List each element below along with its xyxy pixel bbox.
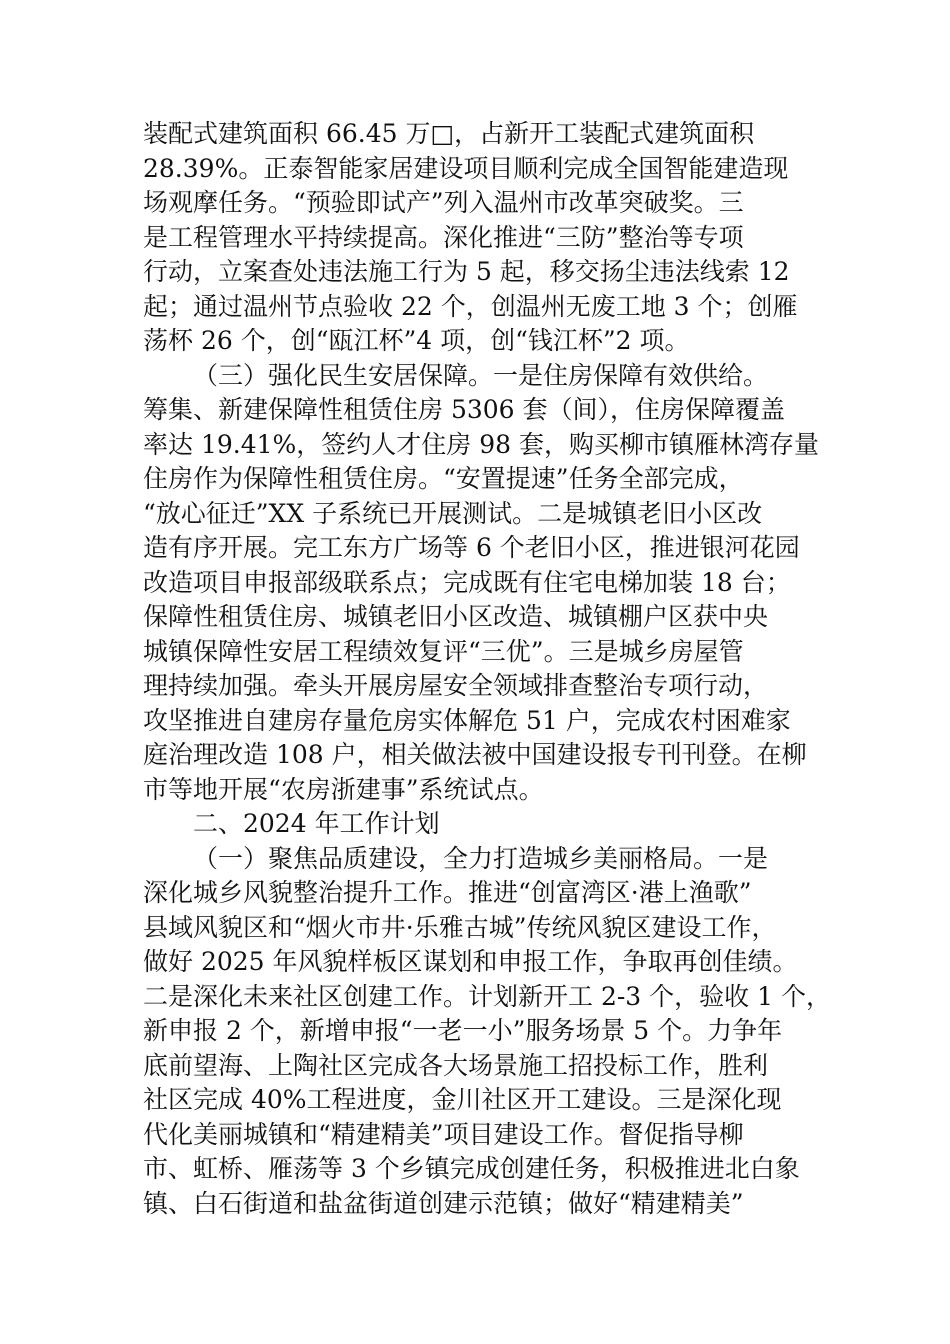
text-line: 做好 2025 年风貌样板区谋划和申报工作，争取再创佳绩。 [143,947,798,976]
text-line: 镇、白石街道和盐盆街道创建示范镇；做好“精建精美” [143,1188,744,1218]
text-line: 荡杯 26 个，创“瓯江杯”4 项，创“钱江杯”2 项。 [143,326,690,355]
text-line: 代化美丽城镇和“精建精美”项目建设工作。督促指导柳 [143,1119,744,1149]
text-line: 是工程管理水平持续提高。深化推进“三防”整治等专项 [143,222,744,252]
document-page [143,117,833,1221]
text-line: 二是深化未来社区创建工作。计划新开工 2-3 个，验收 1 个， [143,981,831,1011]
text-line: 二、2024 年工作计划 [193,809,440,838]
text-line: 城镇保障性安居工程绩效复评“三优”。三是城乡房屋管 [143,636,744,666]
text-line: 28.39%。正泰智能家居建设项目顺利完成全国智能建造现 [143,153,789,183]
text-line: 改造项目申报部级联系点；完成既有住宅电梯加装 18 台； [143,567,791,597]
text-line: 场观摩任务。“预验即试产”列入温州市改革突破奖。三 [143,188,744,217]
text-line: 理持续加强。牵头开展房屋安全领域排查整治专项行动， [143,671,769,700]
text-line: 底前望海、上陶社区完成各大场景施工招投标工作，胜利 [143,1050,769,1080]
text-line: 深化城乡风貌整治提升工作。推进“创富湾区·港上渔歌” [143,878,752,907]
text-line: 筹集、新建保障性租赁住房 5306 套（间），住房保障覆盖 [143,395,786,424]
text-line: 县域风貌区和“烟火市井·乐雅古城”传统风貌区建设工作， [143,912,777,942]
text-line: 新申报 2 个，新增申报“一老一小”服务场景 5 个。力争年 [143,1016,783,1045]
text-line: 行动，立案查处违法施工行为 5 起，移交扬尘违法线索 12 [143,257,790,286]
text-line: （一）聚焦品质建设，全力打造城乡美丽格局。一是 [193,843,769,873]
text-line: 庭治理改造 108 户，相关做法被中国建设报专刊刊登。在柳 [143,740,807,769]
text-line: “放心征迁”XX 子系统已开展测试。二是城镇老旧小区改 [143,498,763,528]
text-line: 市、虹桥、雁荡等 3 个乡镇完成创建任务，积极推进北白象 [143,1154,800,1183]
text-line: （三）强化民生安居保障。一是住房保障有效供给。 [193,360,769,390]
text-line: 攻坚推进自建房存量危房实体解危 51 户，完成农村困难家 [143,705,791,735]
text-line: 保障性租赁住房、城镇老旧小区改造、城镇棚户区获中央 [143,602,769,631]
text-line: 造有序开展。完工东方广场等 6 个老旧小区，推进银河花园 [143,533,800,562]
text-line: 社区完成 40%工程进度，金川社区开工建设。三是深化现 [143,1085,782,1114]
text-line: 率达 19.41%，签约人才住房 98 套，购买柳市镇雁林湾存量 [143,429,819,459]
text-line: 市等地开展“农房浙建事”系统试点。 [143,774,544,804]
text-line: 装配式建筑面积 66.45 万□，占新开工装配式建筑面积 [143,119,755,148]
text-line: 住房作为保障性租赁住房。“安置提速”任务全部完成， [143,464,744,493]
text-line: 起；通过温州节点验收 22 个，创温州无废工地 3 个；创雁 [143,291,798,321]
